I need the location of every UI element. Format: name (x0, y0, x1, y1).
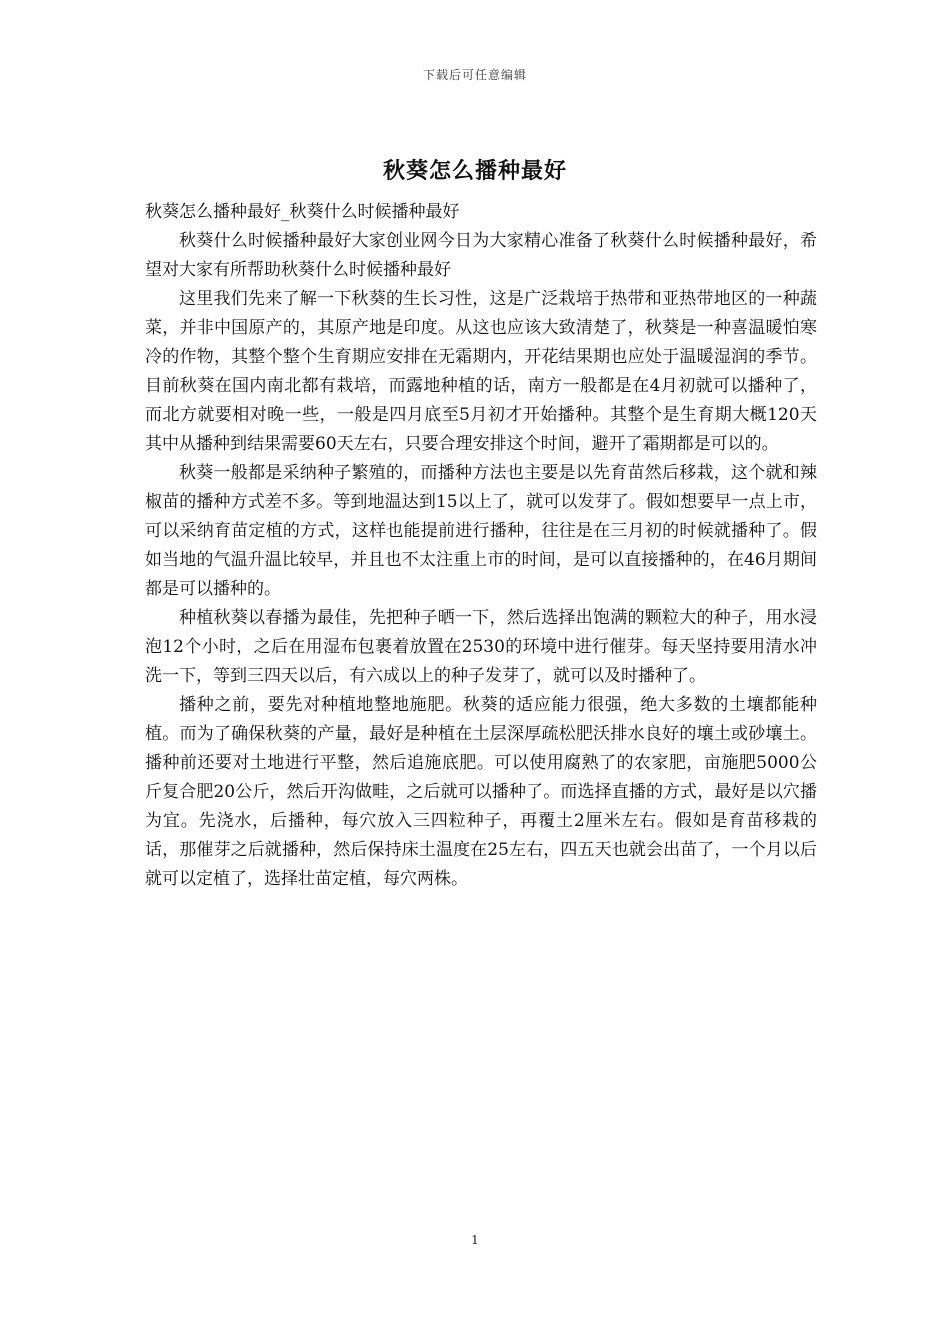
document-body (145, 198, 817, 894)
paragraph: 秋葵什么时候播种最好大家创业网今日为大家精心准备了秋葵什么时候播种最好，希望对大家有所帮助秋葵什么时候播种最好 (145, 231, 817, 280)
paragraph: 种植秋葵以春播为最佳，先把种子晒一下，然后选择出饱满的颗粒大的种子，用水浸泡12个小时，之后在用湿布包裹着放置在2530的环境中进行催芽。每天坚持要用清水冲洗一下，等到三四天以后，有六成以上的种子发芽了，就可以及时播种了。 (145, 608, 817, 686)
document-title: 秋葵怎么播种最好 (382, 158, 567, 184)
paragraph: 这里我们先来了解一下秋葵的生长习性，这是广泛栽培于热带和亚热带地区的一种蔬菜，并非中国原产的，其原产地是印度。从这也应该大致清楚了，秋葵是一种喜温暖怕寒冷的作物，其整个整个生育期应安排在无霜期内，开花结果期也应处于温暖湿润的季节。目前秋葵在国内南北都有栽培，而露地种植的话，南方一般都是在4月初就可以播种了，而北方就要相对晚一些，一般是四月底至5月初才开始播种。其整个是生育期大概120天其中从播种到结果需要60天左右，只要合理安排这个时间，避开了霜期都是可以的。 (145, 289, 817, 454)
page-number: 1 (471, 1233, 479, 1247)
page-header-note: 下载后可任意编辑 (422, 68, 527, 82)
document-subtitle: 秋葵怎么播种最好_秋葵什么时候播种最好 (145, 202, 460, 222)
paragraph: 秋葵一般都是采纳种子繁殖的，而播种方法也主要是以先育苗然后移栽，这个就和辣椒苗的播种方式差不多。等到地温达到15以上了，就可以发芽了。假如想要早一点上市，可以采纳育苗定植的方式，这样也能提前进行播种，往往是在三月初的时候就播种了。假如当地的气温升温比较早，并且也不太注重上市的时间，是可以直接播种的，在46月期间都是可以播种的。 (145, 463, 817, 599)
paragraph: 播种之前，要先对种植地整地施肥。秋葵的适应能力很强，绝大多数的土壤都能种植。而为了确保秋葵的产量，最好是种植在土层深厚疏松肥沃排水良好的壤土或砂壤土。播种前还要对土地进行平整，然后追施底肥。可以使用腐熟了的农家肥，亩施肥5000公斤复合肥20公斤，然后开沟做畦，之后就可以播种了。而选择直播的方式，最好是以穴播为宜。先浇水，后播种，每穴放入三四粒种子，再覆土2厘米左右。假如是育苗移栽的话，那催芽之后就播种，然后保持床土温度在25左右，四五天也就会出苗了，一个月以后就可以定植了，选择壮苗定植，每穴两株。 (145, 695, 817, 889)
